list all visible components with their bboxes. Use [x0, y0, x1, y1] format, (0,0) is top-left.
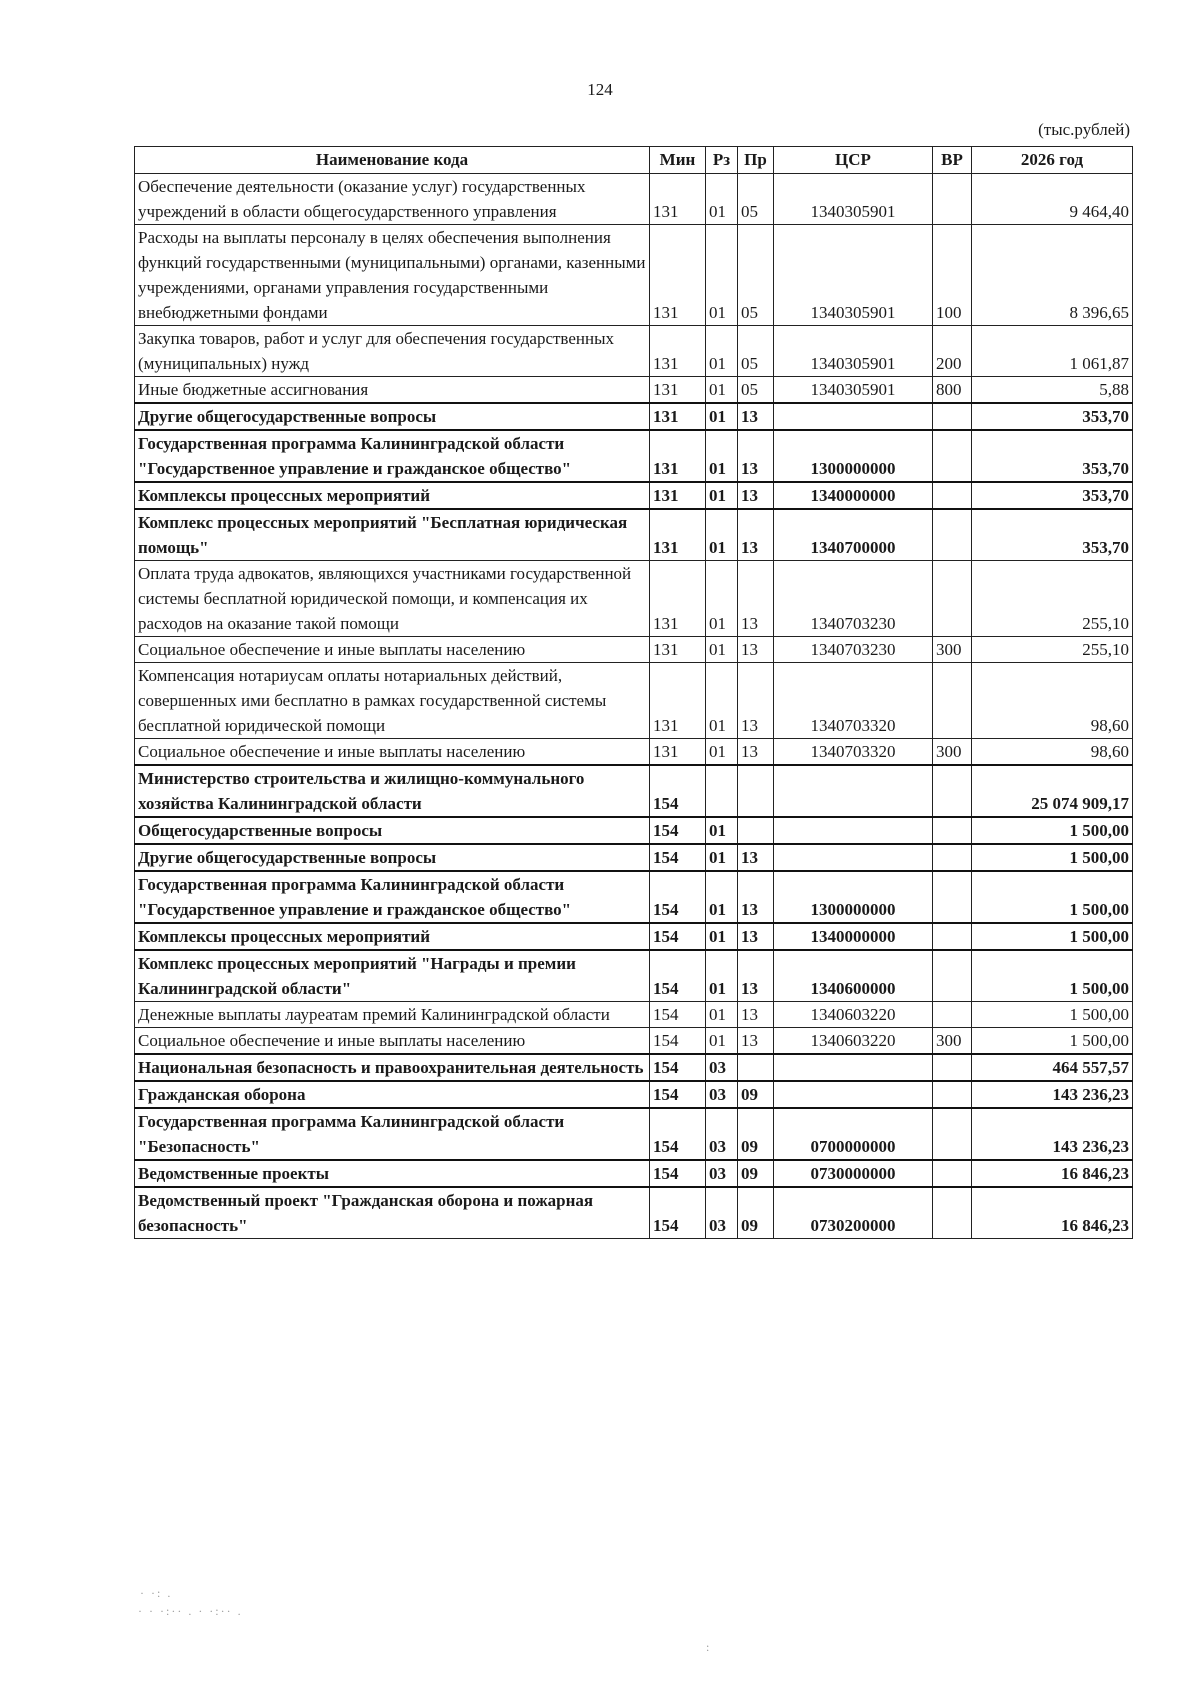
table-row	[135, 1081, 1133, 1108]
row-vr: 300	[933, 1028, 972, 1055]
row-pr	[738, 817, 774, 844]
row-rz: 01	[706, 430, 738, 482]
row-min: 131	[650, 509, 706, 561]
row-rz: 01	[706, 561, 738, 637]
row-amount: 143 236,23	[972, 1081, 1133, 1108]
row-csr: 1340600000	[774, 950, 933, 1002]
row-csr: 1300000000	[774, 871, 933, 923]
row-min: 131	[650, 663, 706, 739]
row-name: Государственная программа Калининградской области "Государственное управление и гражданское общество"	[135, 430, 650, 482]
row-rz: 01	[706, 174, 738, 225]
row-name: Денежные выплаты лауреатам премий Калининградской области	[135, 1002, 650, 1028]
row-min: 154	[650, 950, 706, 1002]
row-min: 154	[650, 871, 706, 923]
row-csr: 1340703230	[774, 637, 933, 663]
table-row	[135, 509, 1133, 561]
row-rz: 01	[706, 1028, 738, 1055]
header-csr: ЦСР	[774, 147, 933, 174]
row-min: 154	[650, 1081, 706, 1108]
units-label: (тыс.рублей)	[1038, 120, 1130, 139]
row-name: Оплата труда адвокатов, являющихся участниками государственной системы бесплатной юридической помощи, и компенсация их расходов на оказание такой помощи	[135, 561, 650, 637]
row-pr: 13	[738, 1002, 774, 1028]
table-row	[135, 482, 1133, 509]
row-rz: 01	[706, 509, 738, 561]
row-vr: 300	[933, 739, 972, 766]
row-min: 131	[650, 482, 706, 509]
row-vr	[933, 1054, 972, 1081]
row-pr: 09	[738, 1081, 774, 1108]
row-name: Обеспечение деятельности (оказание услуг) государственных учреждений в области общегосударственного управления	[135, 174, 650, 225]
row-name: Комплекс процессных мероприятий "Награды и премии Калининградской области"	[135, 950, 650, 1002]
row-name: Расходы на выплаты персоналу в целях обеспечения выполнения функций государственными (муниципальными) органами, казенными учреждениями, органами управления государственными внебюджетными фондами	[135, 225, 650, 326]
row-vr	[933, 1160, 972, 1187]
row-pr: 13	[738, 663, 774, 739]
table-row	[135, 663, 1133, 739]
row-min: 154	[650, 1187, 706, 1239]
row-min: 154	[650, 1028, 706, 1055]
row-vr: 100	[933, 225, 972, 326]
row-name: Комплексы процессных мероприятий	[135, 482, 650, 509]
row-pr: 05	[738, 377, 774, 404]
row-rz: 01	[706, 377, 738, 404]
row-vr	[933, 871, 972, 923]
row-rz: 01	[706, 482, 738, 509]
row-vr: 200	[933, 326, 972, 377]
row-csr	[774, 844, 933, 871]
row-min: 131	[650, 174, 706, 225]
table-row	[135, 1160, 1133, 1187]
row-pr	[738, 1054, 774, 1081]
row-vr	[933, 844, 972, 871]
row-pr: 13	[738, 561, 774, 637]
row-name: Ведомственный проект "Гражданская оборона и пожарная безопасность"	[135, 1187, 650, 1239]
table-row	[135, 174, 1133, 225]
table-row	[135, 225, 1133, 326]
row-vr	[933, 817, 972, 844]
row-name: Иные бюджетные ассигнования	[135, 377, 650, 404]
row-pr: 05	[738, 326, 774, 377]
row-rz: 01	[706, 871, 738, 923]
row-vr	[933, 950, 972, 1002]
row-rz: 01	[706, 923, 738, 950]
table-row	[135, 637, 1133, 663]
row-amount: 353,70	[972, 403, 1133, 430]
scan-noise: · ·: .	[140, 1586, 173, 1600]
row-name: Социальное обеспечение и иные выплаты населению	[135, 739, 650, 766]
row-rz: 03	[706, 1054, 738, 1081]
header-rz: Рз	[706, 147, 738, 174]
row-pr: 13	[738, 509, 774, 561]
row-amount: 5,88	[972, 377, 1133, 404]
row-csr: 1340305901	[774, 377, 933, 404]
row-min: 154	[650, 1108, 706, 1160]
row-pr: 13	[738, 1028, 774, 1055]
table-row	[135, 817, 1133, 844]
row-rz: 01	[706, 739, 738, 766]
table-row	[135, 844, 1133, 871]
row-name: Социальное обеспечение и иные выплаты населению	[135, 637, 650, 663]
row-csr: 1340703320	[774, 739, 933, 766]
row-amount: 1 500,00	[972, 1002, 1133, 1028]
table-row	[135, 430, 1133, 482]
row-pr: 09	[738, 1108, 774, 1160]
row-csr: 1340703320	[774, 663, 933, 739]
table-row	[135, 950, 1133, 1002]
row-rz: 01	[706, 225, 738, 326]
row-amount: 255,10	[972, 561, 1133, 637]
table-row	[135, 326, 1133, 377]
row-amount: 98,60	[972, 663, 1133, 739]
row-amount: 143 236,23	[972, 1108, 1133, 1160]
row-name: Комплексы процессных мероприятий	[135, 923, 650, 950]
row-amount: 464 557,57	[972, 1054, 1133, 1081]
row-rz: 01	[706, 326, 738, 377]
row-amount: 1 500,00	[972, 817, 1133, 844]
row-csr: 1340603220	[774, 1028, 933, 1055]
row-min: 154	[650, 1002, 706, 1028]
row-vr	[933, 1081, 972, 1108]
row-min: 131	[650, 561, 706, 637]
row-pr: 05	[738, 174, 774, 225]
row-name: Комплекс процессных мероприятий "Бесплатная юридическая помощь"	[135, 509, 650, 561]
row-amount: 255,10	[972, 637, 1133, 663]
row-vr	[933, 765, 972, 817]
row-min: 131	[650, 739, 706, 766]
row-min: 131	[650, 377, 706, 404]
row-rz: 03	[706, 1160, 738, 1187]
row-vr: 300	[933, 637, 972, 663]
row-rz: 01	[706, 1002, 738, 1028]
row-vr	[933, 509, 972, 561]
row-pr: 13	[738, 430, 774, 482]
row-min: 154	[650, 1160, 706, 1187]
table-row	[135, 1028, 1133, 1055]
row-pr: 09	[738, 1160, 774, 1187]
row-pr: 05	[738, 225, 774, 326]
row-pr: 13	[738, 871, 774, 923]
row-rz	[706, 765, 738, 817]
row-csr	[774, 817, 933, 844]
row-min: 131	[650, 403, 706, 430]
row-vr	[933, 663, 972, 739]
row-csr: 1340000000	[774, 482, 933, 509]
row-min: 154	[650, 765, 706, 817]
row-pr: 09	[738, 1187, 774, 1239]
table-row	[135, 561, 1133, 637]
row-rz: 03	[706, 1187, 738, 1239]
row-vr	[933, 923, 972, 950]
row-name: Государственная программа Калининградской области "Государственное управление и гражданское общество"	[135, 871, 650, 923]
row-name: Другие общегосударственные вопросы	[135, 844, 650, 871]
row-vr	[933, 1108, 972, 1160]
row-pr: 13	[738, 739, 774, 766]
row-vr	[933, 561, 972, 637]
row-rz: 01	[706, 844, 738, 871]
row-csr: 1340700000	[774, 509, 933, 561]
row-amount: 16 846,23	[972, 1160, 1133, 1187]
row-amount: 8 396,65	[972, 225, 1133, 326]
row-amount: 1 500,00	[972, 871, 1133, 923]
row-vr: 800	[933, 377, 972, 404]
row-pr: 13	[738, 637, 774, 663]
row-amount: 1 500,00	[972, 923, 1133, 950]
row-name: Компенсация нотариусам оплаты нотариальных действий, совершенных ими бесплатно в рамках государственной системы бесплатной юридической помощи	[135, 663, 650, 739]
row-csr	[774, 1081, 933, 1108]
row-vr	[933, 403, 972, 430]
row-amount: 1 500,00	[972, 844, 1133, 871]
row-amount: 98,60	[972, 739, 1133, 766]
header-min: Мин	[650, 147, 706, 174]
page-number: 124	[587, 80, 613, 99]
row-csr: 1340305901	[774, 225, 933, 326]
table-row	[135, 739, 1133, 766]
header-pr: Пр	[738, 147, 774, 174]
table-row	[135, 765, 1133, 817]
table-row	[135, 871, 1133, 923]
row-amount: 16 846,23	[972, 1187, 1133, 1239]
table-row	[135, 923, 1133, 950]
table-row	[135, 1054, 1133, 1081]
row-pr	[738, 765, 774, 817]
row-name: Закупка товаров, работ и услуг для обеспечения государственных (муниципальных) нужд	[135, 326, 650, 377]
row-name: Государственная программа Калининградской области "Безопасность"	[135, 1108, 650, 1160]
row-amount: 353,70	[972, 482, 1133, 509]
row-vr	[933, 1187, 972, 1239]
row-pr: 13	[738, 923, 774, 950]
row-csr: 1300000000	[774, 430, 933, 482]
row-pr: 13	[738, 844, 774, 871]
row-rz: 01	[706, 637, 738, 663]
row-csr: 1340305901	[774, 326, 933, 377]
row-name: Социальное обеспечение и иные выплаты населению	[135, 1028, 650, 1055]
row-csr: 1340603220	[774, 1002, 933, 1028]
row-csr: 0730200000	[774, 1187, 933, 1239]
scan-noise: · · ·:·· . · ·:·· .	[138, 1604, 243, 1618]
row-csr: 1340305901	[774, 174, 933, 225]
row-csr	[774, 765, 933, 817]
row-rz: 03	[706, 1108, 738, 1160]
row-min: 131	[650, 637, 706, 663]
row-rz: 01	[706, 950, 738, 1002]
row-min: 154	[650, 844, 706, 871]
row-name: Общегосударственные вопросы	[135, 817, 650, 844]
row-pr: 13	[738, 950, 774, 1002]
row-name: Национальная безопасность и правоохранительная деятельность	[135, 1054, 650, 1081]
table-row	[135, 1187, 1133, 1239]
row-csr: 0700000000	[774, 1108, 933, 1160]
row-vr	[933, 430, 972, 482]
row-vr	[933, 482, 972, 509]
row-pr: 13	[738, 482, 774, 509]
row-name: Другие общегосударственные вопросы	[135, 403, 650, 430]
row-min: 154	[650, 923, 706, 950]
row-min: 154	[650, 817, 706, 844]
budget-table	[134, 146, 1133, 1239]
row-csr: 1340703230	[774, 561, 933, 637]
row-rz: 01	[706, 403, 738, 430]
row-name: Министерство строительства и жилищно-коммунального хозяйства Калининградской области	[135, 765, 650, 817]
row-min: 131	[650, 430, 706, 482]
row-amount: 353,70	[972, 430, 1133, 482]
row-rz: 01	[706, 817, 738, 844]
scan-noise: :	[706, 1640, 712, 1654]
table-row	[135, 377, 1133, 404]
row-name: Гражданская оборона	[135, 1081, 650, 1108]
row-rz: 03	[706, 1081, 738, 1108]
header-vr: ВР	[933, 147, 972, 174]
row-csr	[774, 1054, 933, 1081]
row-min: 131	[650, 225, 706, 326]
header-amount: 2026 год	[972, 147, 1133, 174]
row-amount: 1 500,00	[972, 950, 1133, 1002]
row-csr: 0730000000	[774, 1160, 933, 1187]
row-amount: 353,70	[972, 509, 1133, 561]
row-vr	[933, 174, 972, 225]
header-row	[135, 147, 1133, 174]
header-name: Наименование кода	[135, 147, 650, 174]
row-amount: 9 464,40	[972, 174, 1133, 225]
row-amount: 25 074 909,17	[972, 765, 1133, 817]
row-csr: 1340000000	[774, 923, 933, 950]
row-vr	[933, 1002, 972, 1028]
table-row	[135, 1002, 1133, 1028]
table-row	[135, 1108, 1133, 1160]
row-csr	[774, 403, 933, 430]
row-name: Ведомственные проекты	[135, 1160, 650, 1187]
table-row	[135, 403, 1133, 430]
row-min: 131	[650, 326, 706, 377]
row-pr: 13	[738, 403, 774, 430]
row-rz: 01	[706, 663, 738, 739]
row-amount: 1 061,87	[972, 326, 1133, 377]
row-min: 154	[650, 1054, 706, 1081]
row-amount: 1 500,00	[972, 1028, 1133, 1055]
